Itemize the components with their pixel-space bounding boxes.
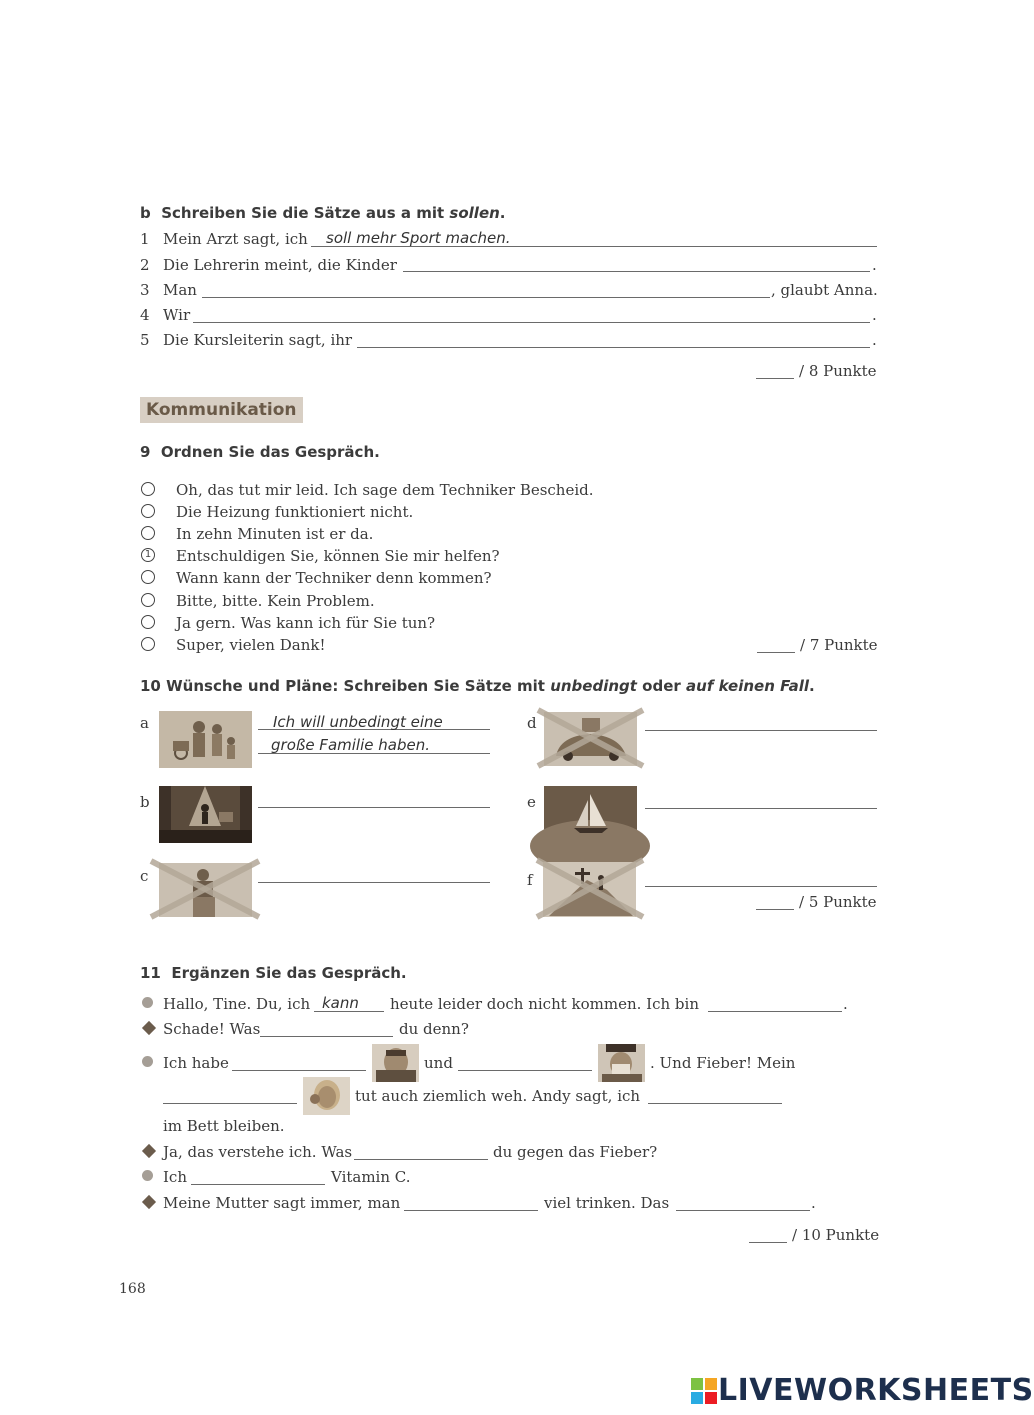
dialogue-line: Die Heizung funktioniert nicht.: [176, 503, 414, 521]
score-line[interactable]: [757, 652, 795, 653]
points-label: / 7 Punkte: [800, 636, 878, 654]
answer-line[interactable]: [258, 882, 490, 883]
answer-line[interactable]: [193, 322, 870, 323]
dialogue-text: .: [843, 995, 848, 1013]
order-circle[interactable]: [141, 637, 155, 651]
order-circle[interactable]: [141, 482, 155, 496]
dialogue-text: tut auch ziemlich weh. Andy sagt, ich: [355, 1087, 641, 1105]
cold-image: [598, 1044, 645, 1082]
sentence-end: .: [872, 306, 877, 324]
headache-image: [372, 1044, 419, 1082]
handwritten-answer: Ich will unbedingt eine: [273, 713, 443, 731]
dialogue-line: Ja gern. Was kann ich für Sie tun?: [176, 614, 436, 632]
dialogue-text: heute leider doch nicht kommen. Ich bin: [390, 995, 699, 1013]
speaker-a-bullet: [142, 1056, 153, 1067]
liveworksheets-logo-icon: [690, 1377, 718, 1405]
mountain-summit-image-crossed: [537, 860, 643, 919]
part-b-item-text: Mein Arzt sagt, ich: [163, 230, 308, 248]
gap-line[interactable]: [260, 1036, 393, 1037]
dialogue-text: und: [424, 1054, 453, 1072]
dialogue-text: .: [811, 1194, 816, 1212]
family-image: [159, 711, 252, 768]
dialogue-text: viel trinken. Das: [544, 1194, 670, 1212]
liveworksheets-logo: LIVEWORKSHEETS: [718, 1373, 1034, 1408]
handwritten-answer: große Familie haben.: [271, 736, 430, 754]
earache-image: [303, 1077, 350, 1115]
dialogue-text: im Bett bleiben.: [163, 1117, 285, 1135]
item-letter: b: [140, 793, 150, 811]
section-header: Kommunikation: [140, 397, 303, 423]
politician-image-crossed: [151, 861, 259, 919]
dialogue-text: Ich: [163, 1168, 187, 1186]
dialogue-text: du denn?: [399, 1020, 469, 1038]
part-b-title: b Schreiben Sie die Sätze aus a mit sollen.: [140, 204, 506, 222]
part-b-item-text: Die Lehrerin meint, die Kinder: [163, 256, 397, 274]
answer-line[interactable]: [645, 886, 877, 887]
answer-line[interactable]: [645, 808, 877, 809]
exercise-11-title: 11 Ergänzen Sie das Gespräch.: [140, 964, 407, 982]
theater-image: [159, 786, 252, 843]
answer-line[interactable]: [357, 347, 870, 348]
gap-line[interactable]: [163, 1103, 297, 1104]
part-b-item-text: Wir: [163, 306, 191, 324]
dialogue-text: Schade! Was: [163, 1020, 261, 1038]
part-b-item-text: Man: [163, 281, 197, 299]
order-circle[interactable]: [141, 593, 155, 607]
handwritten-answer: kann: [322, 994, 359, 1012]
exercise-9-title: 9 Ordnen Sie das Gespräch.: [140, 443, 380, 461]
answer-line[interactable]: [258, 807, 490, 808]
gap-line[interactable]: [708, 1011, 842, 1012]
dialogue-line: Super, vielen Dank!: [176, 636, 326, 654]
dialogue-line: Bitte, bitte. Kein Problem.: [176, 592, 375, 610]
score-line[interactable]: [749, 1242, 787, 1243]
dialogue-text: . Und Fieber! Mein: [650, 1054, 796, 1072]
gap-line[interactable]: [354, 1159, 488, 1160]
points-label: / 10 Punkte: [792, 1226, 880, 1244]
sentence-end: .: [872, 331, 877, 349]
dialogue-text: Vitamin C.: [331, 1168, 411, 1186]
order-circle[interactable]: 1: [141, 548, 155, 562]
part-b-item-number: 2: [140, 256, 150, 274]
gap-line[interactable]: [232, 1070, 366, 1071]
order-circle[interactable]: [141, 615, 155, 629]
gap-line[interactable]: [458, 1070, 592, 1071]
answer-line[interactable]: [645, 730, 877, 731]
dialogue-text: du gegen das Fieber?: [493, 1143, 658, 1161]
part-b-item-number: 4: [140, 306, 150, 324]
dialogue-line: Oh, das tut mir leid. Ich sage dem Techniker Bescheid.: [176, 481, 594, 499]
part-b-item-text: Die Kursleiterin sagt, ihr: [163, 331, 353, 349]
order-circle[interactable]: [141, 570, 155, 584]
item-letter: e: [527, 793, 536, 811]
item-letter: a: [140, 714, 149, 732]
order-circle[interactable]: [141, 504, 155, 518]
points-label: / 5 Punkte: [799, 893, 877, 911]
handwritten-answer: soll mehr Sport machen.: [326, 229, 511, 247]
order-circle[interactable]: [141, 526, 155, 540]
speaker-b-bullet: [142, 1144, 156, 1158]
dialogue-line: In zehn Minuten ist er da.: [176, 525, 374, 543]
part-b-item-number: 3: [140, 281, 150, 299]
dialogue-text: Ja, das verstehe ich. Was: [163, 1143, 353, 1161]
car-image-crossed: [538, 710, 643, 768]
part-b-item-number: 5: [140, 331, 150, 349]
dialogue-line: Wann kann der Techniker denn kommen?: [176, 569, 492, 587]
sentence-end: , glaubt Anna.: [771, 281, 878, 299]
speaker-a-bullet: [142, 997, 153, 1008]
gap-line[interactable]: [648, 1103, 782, 1104]
sailboat-image: [544, 786, 637, 843]
gap-line[interactable]: [404, 1210, 538, 1211]
answer-line[interactable]: [202, 297, 770, 298]
exercise-10-title: 10 Wünsche und Pläne: Schreiben Sie Sätze mit unbedingt oder auf keinen Fall.: [140, 677, 815, 695]
part-b-item-number: 1: [140, 230, 150, 248]
item-letter: c: [140, 867, 149, 885]
dialogue-line: Entschuldigen Sie, können Sie mir helfen?: [176, 547, 500, 565]
score-line[interactable]: [756, 378, 794, 379]
speaker-b-bullet: [142, 1021, 156, 1035]
score-line[interactable]: [756, 909, 794, 910]
sentence-end: .: [872, 256, 877, 274]
answer-line[interactable]: [403, 271, 870, 272]
speaker-a-bullet: [142, 1170, 153, 1181]
item-letter: f: [527, 871, 533, 889]
dialogue-text: Hallo, Tine. Du, ich: [163, 995, 311, 1013]
dialogue-text: Meine Mutter sagt immer, man: [163, 1194, 401, 1212]
speaker-b-bullet: [142, 1195, 156, 1209]
gap-line[interactable]: [191, 1184, 325, 1185]
page-number: 168: [119, 1281, 146, 1297]
points-label: / 8 Punkte: [799, 362, 877, 380]
gap-line[interactable]: [676, 1210, 810, 1211]
dialogue-text: Ich habe: [163, 1054, 229, 1072]
item-letter: d: [527, 714, 537, 732]
